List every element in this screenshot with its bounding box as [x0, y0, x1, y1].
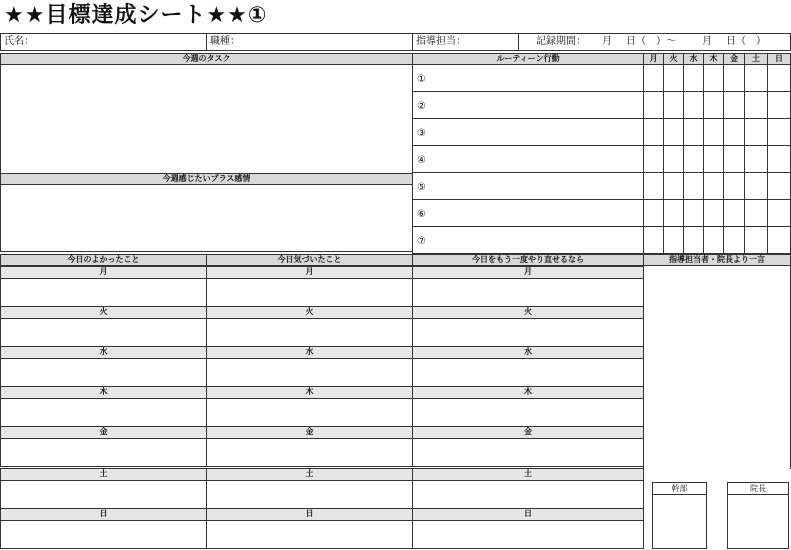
journal-entry-fri-redo[interactable] [412, 438, 644, 467]
routine-day-wed: 水 [683, 53, 704, 65]
journal-day-thu-col3: 木 [412, 386, 644, 399]
journal-day-thu-col1: 木 [0, 386, 207, 399]
routine-day-fri: 金 [723, 53, 745, 65]
journal-day-tue-col2: 火 [206, 306, 413, 319]
journal-entry-tue-noticed[interactable] [206, 318, 413, 347]
executive-stamp-label: 幹部 [652, 482, 707, 495]
journal-day-fri-col2: 金 [206, 426, 413, 439]
journal-day-mon-col2: 月 [206, 266, 413, 279]
journal-entry-sun-noticed[interactable] [206, 520, 413, 549]
period-day-1: 日（ ）～ [626, 36, 676, 47]
journal-day-sun-col2: 日 [206, 508, 413, 521]
director-stamp-box[interactable] [727, 494, 789, 549]
journal-entry-wed-redo[interactable] [412, 358, 644, 387]
mentor-comment-header: 指導担当者・院長より一言 [643, 254, 791, 266]
routine-number-7: ⑦ [417, 236, 426, 247]
mentor-comment-area[interactable] [643, 265, 791, 469]
period-day-2: 日（ ） [726, 36, 766, 47]
journal-day-fri-col3: 金 [412, 426, 644, 439]
executive-stamp-box[interactable] [652, 494, 707, 549]
routine-number-3: ③ [417, 128, 426, 139]
routine-day-mon: 月 [643, 53, 664, 65]
mentor-label: 指導担当： [416, 36, 466, 47]
routine-day-sat: 土 [744, 53, 768, 65]
journal-entry-thu-good[interactable] [0, 398, 207, 427]
journal-entry-thu-noticed[interactable] [206, 398, 413, 427]
period-month-1: 月 [602, 36, 612, 47]
journal-entry-wed-good[interactable] [0, 358, 207, 387]
journal-entry-tue-good[interactable] [0, 318, 207, 347]
journal-header-good: 今日のよかったこと [0, 254, 207, 266]
journal-day-sat-col2: 土 [206, 468, 413, 481]
journal-entry-sun-good[interactable] [0, 520, 207, 549]
routine-number-6: ⑥ [417, 209, 426, 220]
journal-entry-sat-noticed[interactable] [206, 480, 413, 509]
journal-day-sun-col1: 日 [0, 508, 207, 521]
journal-day-fri-col1: 金 [0, 426, 207, 439]
journal-header-redo: 今日をもう一度やり直せるなら [412, 254, 644, 266]
journal-entry-mon-redo[interactable] [412, 278, 644, 307]
journal-day-tue-col3: 火 [412, 306, 644, 319]
routine-number-2: ② [417, 101, 426, 112]
journal-entry-mon-noticed[interactable] [206, 278, 413, 307]
journal-day-wed-col3: 水 [412, 346, 644, 359]
journal-entry-sun-redo[interactable] [412, 520, 644, 549]
routine-number-1: ① [417, 74, 426, 85]
routine-number-4: ④ [417, 155, 426, 166]
journal-day-tue-col1: 火 [0, 306, 207, 319]
journal-entry-sat-good[interactable] [0, 480, 207, 509]
journal-day-wed-col2: 水 [206, 346, 413, 359]
routine-header: ルーティーン行動 [412, 53, 644, 65]
journal-entry-sat-redo[interactable] [412, 480, 644, 509]
routine-day-sun: 日 [767, 53, 791, 65]
journal-entry-fri-noticed[interactable] [206, 438, 413, 467]
journal-day-mon-col3: 月 [412, 266, 644, 279]
period-label: 記録期間： [536, 36, 586, 47]
journal-header-noticed: 今日気づいたこと [206, 254, 413, 266]
journal-day-sun-col3: 日 [412, 508, 644, 521]
journal-entry-fri-good[interactable] [0, 438, 207, 467]
journal-day-sat-col3: 土 [412, 468, 644, 481]
director-stamp-label: 院長 [727, 482, 789, 495]
journal-entry-thu-redo[interactable] [412, 398, 644, 427]
task-header: 今週のタスク [0, 53, 413, 65]
journal-day-sat-col1: 土 [0, 468, 207, 481]
period-month-2: 月 [702, 36, 712, 47]
job-label: 職種： [210, 36, 240, 47]
journal-day-thu-col2: 木 [206, 386, 413, 399]
routine-day-tue: 火 [663, 53, 684, 65]
journal-entry-mon-good[interactable] [0, 278, 207, 307]
sheet-title: ★★目標達成シート★★① [4, 3, 268, 28]
routine-day-thu: 木 [703, 53, 724, 65]
journal-day-mon-col1: 月 [0, 266, 207, 279]
routine-number-5: ⑤ [417, 182, 426, 193]
journal-entry-tue-redo[interactable] [412, 318, 644, 347]
gratitude-header: 今週感じたいプラス感情 [0, 173, 413, 185]
name-label: 氏名： [4, 36, 34, 47]
journal-day-wed-col1: 水 [0, 346, 207, 359]
journal-entry-wed-noticed[interactable] [206, 358, 413, 387]
